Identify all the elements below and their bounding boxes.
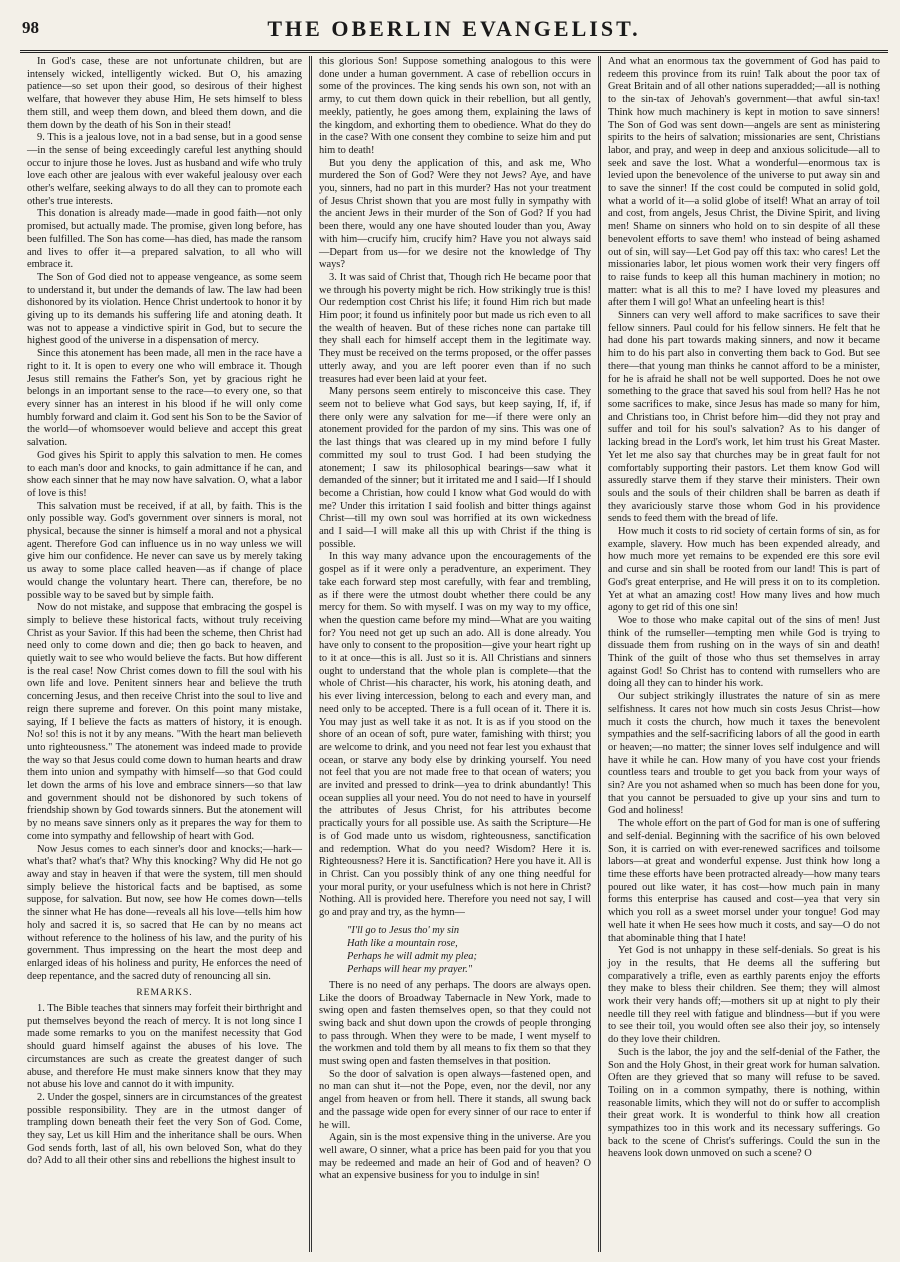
column-3 bbox=[598, 56, 887, 1252]
remarks-heading: REMARKS. bbox=[136, 988, 193, 999]
paragraph: Many persons seem entirely to misconceive this case. They seem not to believe what God says, but keep saying, If, if, if there only were any salvation for me—if there were only an atonement provided for the pardon of my sins. This was one of the last things that was cleared up in my mind before I fully committed my soul to trust God. I had been studying the atonement; I saw its philosophical bearings—saw what it demanded of the sinner; but it irritated me and I said—If I should become a Christian, how could I know what God would do with me? Under this irritation I said foolish and bitter things against Christ—till my own soul was horrified at its own wickedness and I said—I will make all this up with Christ if the thing is possible. bbox=[319, 386, 591, 550]
paragraph: How much it costs to rid society of certain forms of sin, as for example, slavery. How much has been expended already, and how much more yet remains to be expended ere this sore evil and curse and sin shall be rooted from our land! This is part of God's great enterprise, and He will press it on to its completion. Yet at what an amazing cost! How many lives and how much agony to get rid of this one sin! bbox=[608, 526, 880, 614]
paragraph: Yet God is not unhappy in these self-denials. So great is his joy in the results, that He deems all the suffering but comparatively a trifle, even as earthly parents enjoy the efforts they make to bless their children. See them; they will almost work their very hands off;—mothers sit up at night to ply their needle till they reel with fatigue and blindness—but if you were to see their toil, you would often see also their joy, so intensely do they love their children. bbox=[608, 945, 880, 1046]
hymn-line: "I'll go to Jesus tho' my sin bbox=[347, 924, 460, 936]
paragraph: This salvation must be received, if at all, by faith. This is the only possible way. God's government over sinners is moral, not physical, because the sinner is himself a moral and not a physical agent. Therefore God can influence us in no way unless we will give him our confidence. He never can save us by merely taking us away to some place called heaven—as if change of place would change the voluntary heart. There can, therefore, be no possible way to be saved but by simple faith. bbox=[27, 500, 302, 601]
paragraph: Our subject strikingly illustrates the nature of sin as mere selfishness. It cares not how much sin costs Jesus Christ—how much it costs the church, how much it taxes the benevolent sympathies and the self-sacrificing labors of all the good in earth or heaven;—no matter; the sinner loves self indulgence and will have it while he can. How many of you have cost your friends countless tears and trouble to get you back from your ways of sin? Are you not ashamed when so much has been done for you, that you cannot be persuaded to give up your sins and turn to God and holiness! bbox=[608, 691, 880, 817]
paragraph: Since this atonement has been made, all men in the race have a right to it. It is open to every one who will embrace it. Though Jesus still remains the Father's Son, yet by gracious right he belongs in an important sense to the race—to every one, so that every sinner has an interest in his blood if he will only come humbly forward and claim it. God sent his Son to be the Savior of the world—of whomsoever would believe and accept this great salvation. bbox=[27, 348, 302, 449]
paragraph: Again, sin is the most expensive thing in the universe. Are you well aware, O sinner, what a price has been paid for you that you may be redeemed and made an heir of God and of heaven? O what an expensive business for you to indulge in sin! bbox=[319, 1132, 591, 1182]
paragraph: 2. Under the gospel, sinners are in circumstances of the greatest possible responsibility. They are in the utmost danger of trampling down beneath their feet the very Son of God. Come, they say, Let us kill Him and the inheritance shall be ours. When God sends forth, last of all, his own beloved Son, what do they do? Add to all their other sins and rebellions the highest insult to bbox=[27, 1091, 302, 1167]
paragraph: Now Jesus comes to each sinner's door and knocks;—hark—what's that? what's that? Why this knocking? Why did He not go away and stay in heaven if that were the system, till men should simply believe the historical facts and be baptised, as some suppose, for salvation. But now, see how He comes down—tells the sinner what He has done—reveals all his love—tells him how holy and sacred it is, so sacred that He can by no means act without reference to the holiness of his law, and the purity of his government. Thus impressing on the heart the most deep and enlarged ideas of his holiness and purity, He enforces the need of deep repentance, and the sacred duty of renouncing all sin. bbox=[27, 843, 302, 982]
paragraph: In God's case, these are not unfortunate children, but are intensely wicked, intelligently wicked. But O, his amazing patience—so set upon their good, so desirous of their highest welfare, that however they abuse Him, He sets himself to bless them still, and weep them down, and bleed them down, and die them down by the death of his Son in their stead! bbox=[27, 56, 302, 131]
paragraph: Now do not mistake, and suppose that embracing the gospel is simply to believe these historical facts, without truly receiving Christ as your Savior. If this had been the scheme, then Christ had need only to come down and die; then go back to heaven, and quietly wait to see who would believe the facts. But how different is the real case! Now Christ comes down to fill the soul with his own life and love. Penitent sinners hear and believe the truth concerning Jesus, and then receive Christ into the soul to live and reign there supreme and forever. On this point many mistake, saying, If I believe the facts as matters of history, it is enough. No! so! this is not it by any means. "With the heart man believeth unto righteousness." The atonement was indeed made to provide the way so that Jesus could come down to human hearts and draw them into union and sympathy with himself—so that God could let down the arms of his love and embrace sinners—so that law and government should not be dishonored by such tokens of friendship shown by God towards sinners. But the atonement will by no means save sinners only as it prepares the way for them to come into sympathy and fellowship of heart with God. bbox=[27, 602, 302, 842]
paragraph: But you deny the application of this, and ask me, Who murdered the Son of God? Were they not Jews? Aye, and have you, sinners, had no part in this murder? Has not your treatment of Jesus Christ shown that you are most fully in sympathy with the ancient Jews in their murder of the Son of God? If you had been there, would any one have shouted louder than you, Away with him—crucify him, crucify him? Have you not always said—Depart from us—for we desire not the knowledge of Thy ways? bbox=[319, 157, 591, 271]
paragraph: In this way many advance upon the encouragements of the gospel as if it were only a peradventure, an experiment. They take each forward step most carefully, with fear and trembling, as if there were the utmost doubt whether there could be any mercy for them. So with myself. I was on my way to my office, when the question came before my mind—What are you waiting for? You need not get up such an ado. All is done already. You have only to consent to the proposition—give your heart right up to it at once—this is all. Just so it is. All Christians and sinners ought to understand that the whole plan is complete—that the whole of Christ—his character, his work, his atoning death, and his ever living intercession, belong to each and every man, and need only to be accepted. There is a full ocean of it. There it is. You may just as well take it as not. It is as if you stood on the shore of an ocean of soft, pure water, famishing with thirst; you are welcome to drink, and you need not fear lest you exhaust that ocean, or starve any body else by drinking yourself. You need not feel that you are not made free to that ocean of waters; you are invited and pressed to drink—yea to drink abundantly! This ocean supplies all your need. You do not need to have in yourself the attributes of Jesus Christ, for his attributes become practically yours for all possible use. As saith the Scripture—He is of God made unto us wisdom, righteousness, sanctification and redemption. What do you need? Wisdom? Here it is. Righteousness? Here it is. Sanctification? Here you have it. All is in Christ. Can you possibly think of any one thing needful for your moral purity, or your usefulness which is not here in Christ? Nothing. All is provided here. Therefore you need not say, I will go and pray and try, as the hymn— bbox=[319, 551, 591, 919]
paragraph: Woe to those who make capital out of the sins of men! Just think of the rumseller—tempting men while God is trying to dissuade them from rushing on in the ways of sin and death! Think of the guilt of those who thus set themselves in array against God! So Christ has to contend with rumsellers who are doing all they can to hinder his work. bbox=[608, 614, 880, 690]
page-header bbox=[20, 10, 888, 53]
column-2 bbox=[309, 56, 598, 1252]
paragraph: This donation is already made—made in good faith—not only promised, but actually made. The promise, given long before, has been fulfilled. The Son has come—has died, has made the ransom and lives to offer it—a prepared salvation, to all who will embrace it. bbox=[27, 208, 302, 271]
paragraph: There is no need of any perhaps. The doors are always open. Like the doors of Broadway Tabernacle in New York, made to swing open and fasten themselves open, so that they could not swing back and shut down upon the crowds of people thronging to pass through. When they were to be made, I went myself to the workmen and told them by all means to fix them so that they must swing open and fasten themselves in that position. bbox=[319, 979, 591, 1068]
page-number: 98 bbox=[22, 18, 39, 37]
paragraph: 9. This is a jealous love, not in a bad sense, but in a good sense—in the sense of being exceedingly careful lest anything should occur to injure those he loves. Just as husband and wife who truly love each other are jealous with ever wakeful jealousy over each other's welfare, seeking always to do all they can to promote each other's true interests. bbox=[27, 132, 302, 207]
article-columns bbox=[20, 56, 888, 1252]
paragraph: The Son of God died not to appease vengeance, as some seem to understand it, but under the demands of law. The law had been dishonored by its violation. Hence Christ undertook to honor it by giving up to its demands his suffering life and atoning death. It was not to appease a vindictive spirit in God, but to secure the highest good of the universe in a dispensation of mercy. bbox=[27, 271, 302, 347]
paragraph: And what an enormous tax the government of God has paid to redeem this province from its ruin! Talk about the poor tax of Great Britain and of all other nations superadded;—all is nothing to the sin-tax of Jehovah's government—that awful sin-tax! Think how much machinery is kept in motion to save sinners! The Son of God was sent down—angels are sent as ministering spirits to the heirs of salvation; missionaries are sent, Christians labor, and pray, and weep in deep and anxious solicitude—all to seek and save the lost. What a wonderful—enormous tax is levied upon the benevolence of the universe to put away sin and to save the sinner! If the cost could be computed in solid gold, what a world of it—a solid globe of itself! What an array of toil and cost, from angels, Jesus Christ, the Divine Spirit, and living men! Shame on sinners who hold on to sin despite of all these benevolent efforts to save them! who instead of being ashamed out of sin, will say—Let God pay off this tax: who cares! Let the missionaries labor, let pious women work their very fingers off to raise funds to keep all this human machinery in motion; no matter: what is all this to me? I have loved my pleasures and after them I will go! What an unfeeling heart is this! bbox=[608, 56, 880, 309]
masthead-title: THE OBERLIN EVANGELIST. bbox=[267, 16, 641, 41]
paragraph: Sinners can very well afford to make sacrifices to save their fellow sinners. Paul could for his fellow sinners. He felt that he had done his part towards making sinners, and now it became him to do his part also in converting them back to God. But see there—that young man thinks he cannot afford to be a minister, for he is afraid he shall not be well supported. Does he not owe something to the grace that saved his soul from hell? Has he not some sacrifices to make, since Jesus has made so many for him, and Christians too, in Christ before him—did they not pray and suffer and toil for his soul's salvation? As to his danger of lacking bread in the Lord's work, let him trust his Great Master. Yet let me also say that churches may be in great fault for not comfortably supporting their pastors. Let them know God will assuredly starve them if they starve their ministers. Their own souls and the souls of their children shall be barren as death if they avariciously starve those whom God in his providence sends to feed them with the bread of life. bbox=[608, 310, 880, 525]
paragraph: Such is the labor, the joy and the self-denial of the Father, the Son and the Holy Ghost, in their great work for human salvation. Often are they grieved that so many will refuse to be saved. Toiling on in a common sympathy, there is nothing, within reasonable limits, which they will not do or suffer to accomplish their great work. It is wonderful to think how all creation sympathizes too in this work and its necessary sufferings. Go back to the scene of Christ's sufferings. Could the sun in the heavens look down unmoved on such a scene? O bbox=[608, 1046, 880, 1160]
paragraph: 3. It was said of Christ that, Though rich He became poor that we through his poverty might be rich. How strikingly true is this! Our redemption cost Christ his life; it found Him rich but made Him poor; it found us infinitely poor but made us rich even to all the wealth of heaven. But of these riches none can partake till they shall each for himself accept them in the legitimate way. They must be received on the terms proposed, or the offer passes utterly away, and you are left poorer even than if no such treasures had ever been laid at your feet. bbox=[319, 271, 591, 385]
hymn-line: Perhaps will hear my prayer." bbox=[347, 963, 473, 975]
paragraph: this glorious Son! Suppose something analogous to this were done under a human government. A case of rebellion occurs in some of the provinces. The king sends his own son, not with an army, to cut them down quick in their rebellion, but all gently, meekly, patiently, he goes among them, explaining the laws of the kingdom, and exhorting them to obedience. What do they do in the case? With one consent they combine to seize him and put him to death! bbox=[319, 56, 591, 156]
paragraph: 1. The Bible teaches that sinners may forfeit their birthright and put themselves beyond the reach of mercy. It is not long since I made some remarks to you on the manifest necessity that God should guard himself against the abuses of his love. The circumstances are such as create the greatest danger of such abuse, and therefore He must make sinners know that they may not abuse his love and cannot do it with impunity. bbox=[27, 1003, 302, 1091]
column-1 bbox=[20, 56, 309, 1252]
paragraph: So the door of salvation is open always—fastened open, and no man can shut it—not the Pope, even, nor the devil, nor any angel from heaven or from hell. There it stands, all swung back and the passage wide open for every sinner of our race to enter if he will. bbox=[319, 1068, 591, 1131]
hymn-quote bbox=[347, 924, 591, 976]
hymn-line: Perhaps he will admit my plea; bbox=[347, 950, 477, 962]
paragraph: The whole effort on the part of God for man is one of suffering and self-denial. Beginning with the sacrifice of his own beloved Son, it is carried on with ever-renewed sacrifices and toilsome labors—at great and wonderful expense. Just think how long a time these efforts have been protracted already—how many tears poured out like water, it has cost—how much pain in many forms this enterprise has caused and cost—yea that very sin which you roll as a sweet morsel under your tongue! God may well hate it when He sees how much it costs, and say—O do not that abominable thing that I hate! bbox=[608, 818, 880, 944]
hymn-line: Hath like a mountain rose, bbox=[347, 937, 458, 949]
paragraph: God gives his Spirit to apply this salvation to men. He comes to each man's door and knocks, to gain admittance if he can, and show each sinner that he may now have salvation. O, what a labor of love is this! bbox=[27, 449, 302, 499]
